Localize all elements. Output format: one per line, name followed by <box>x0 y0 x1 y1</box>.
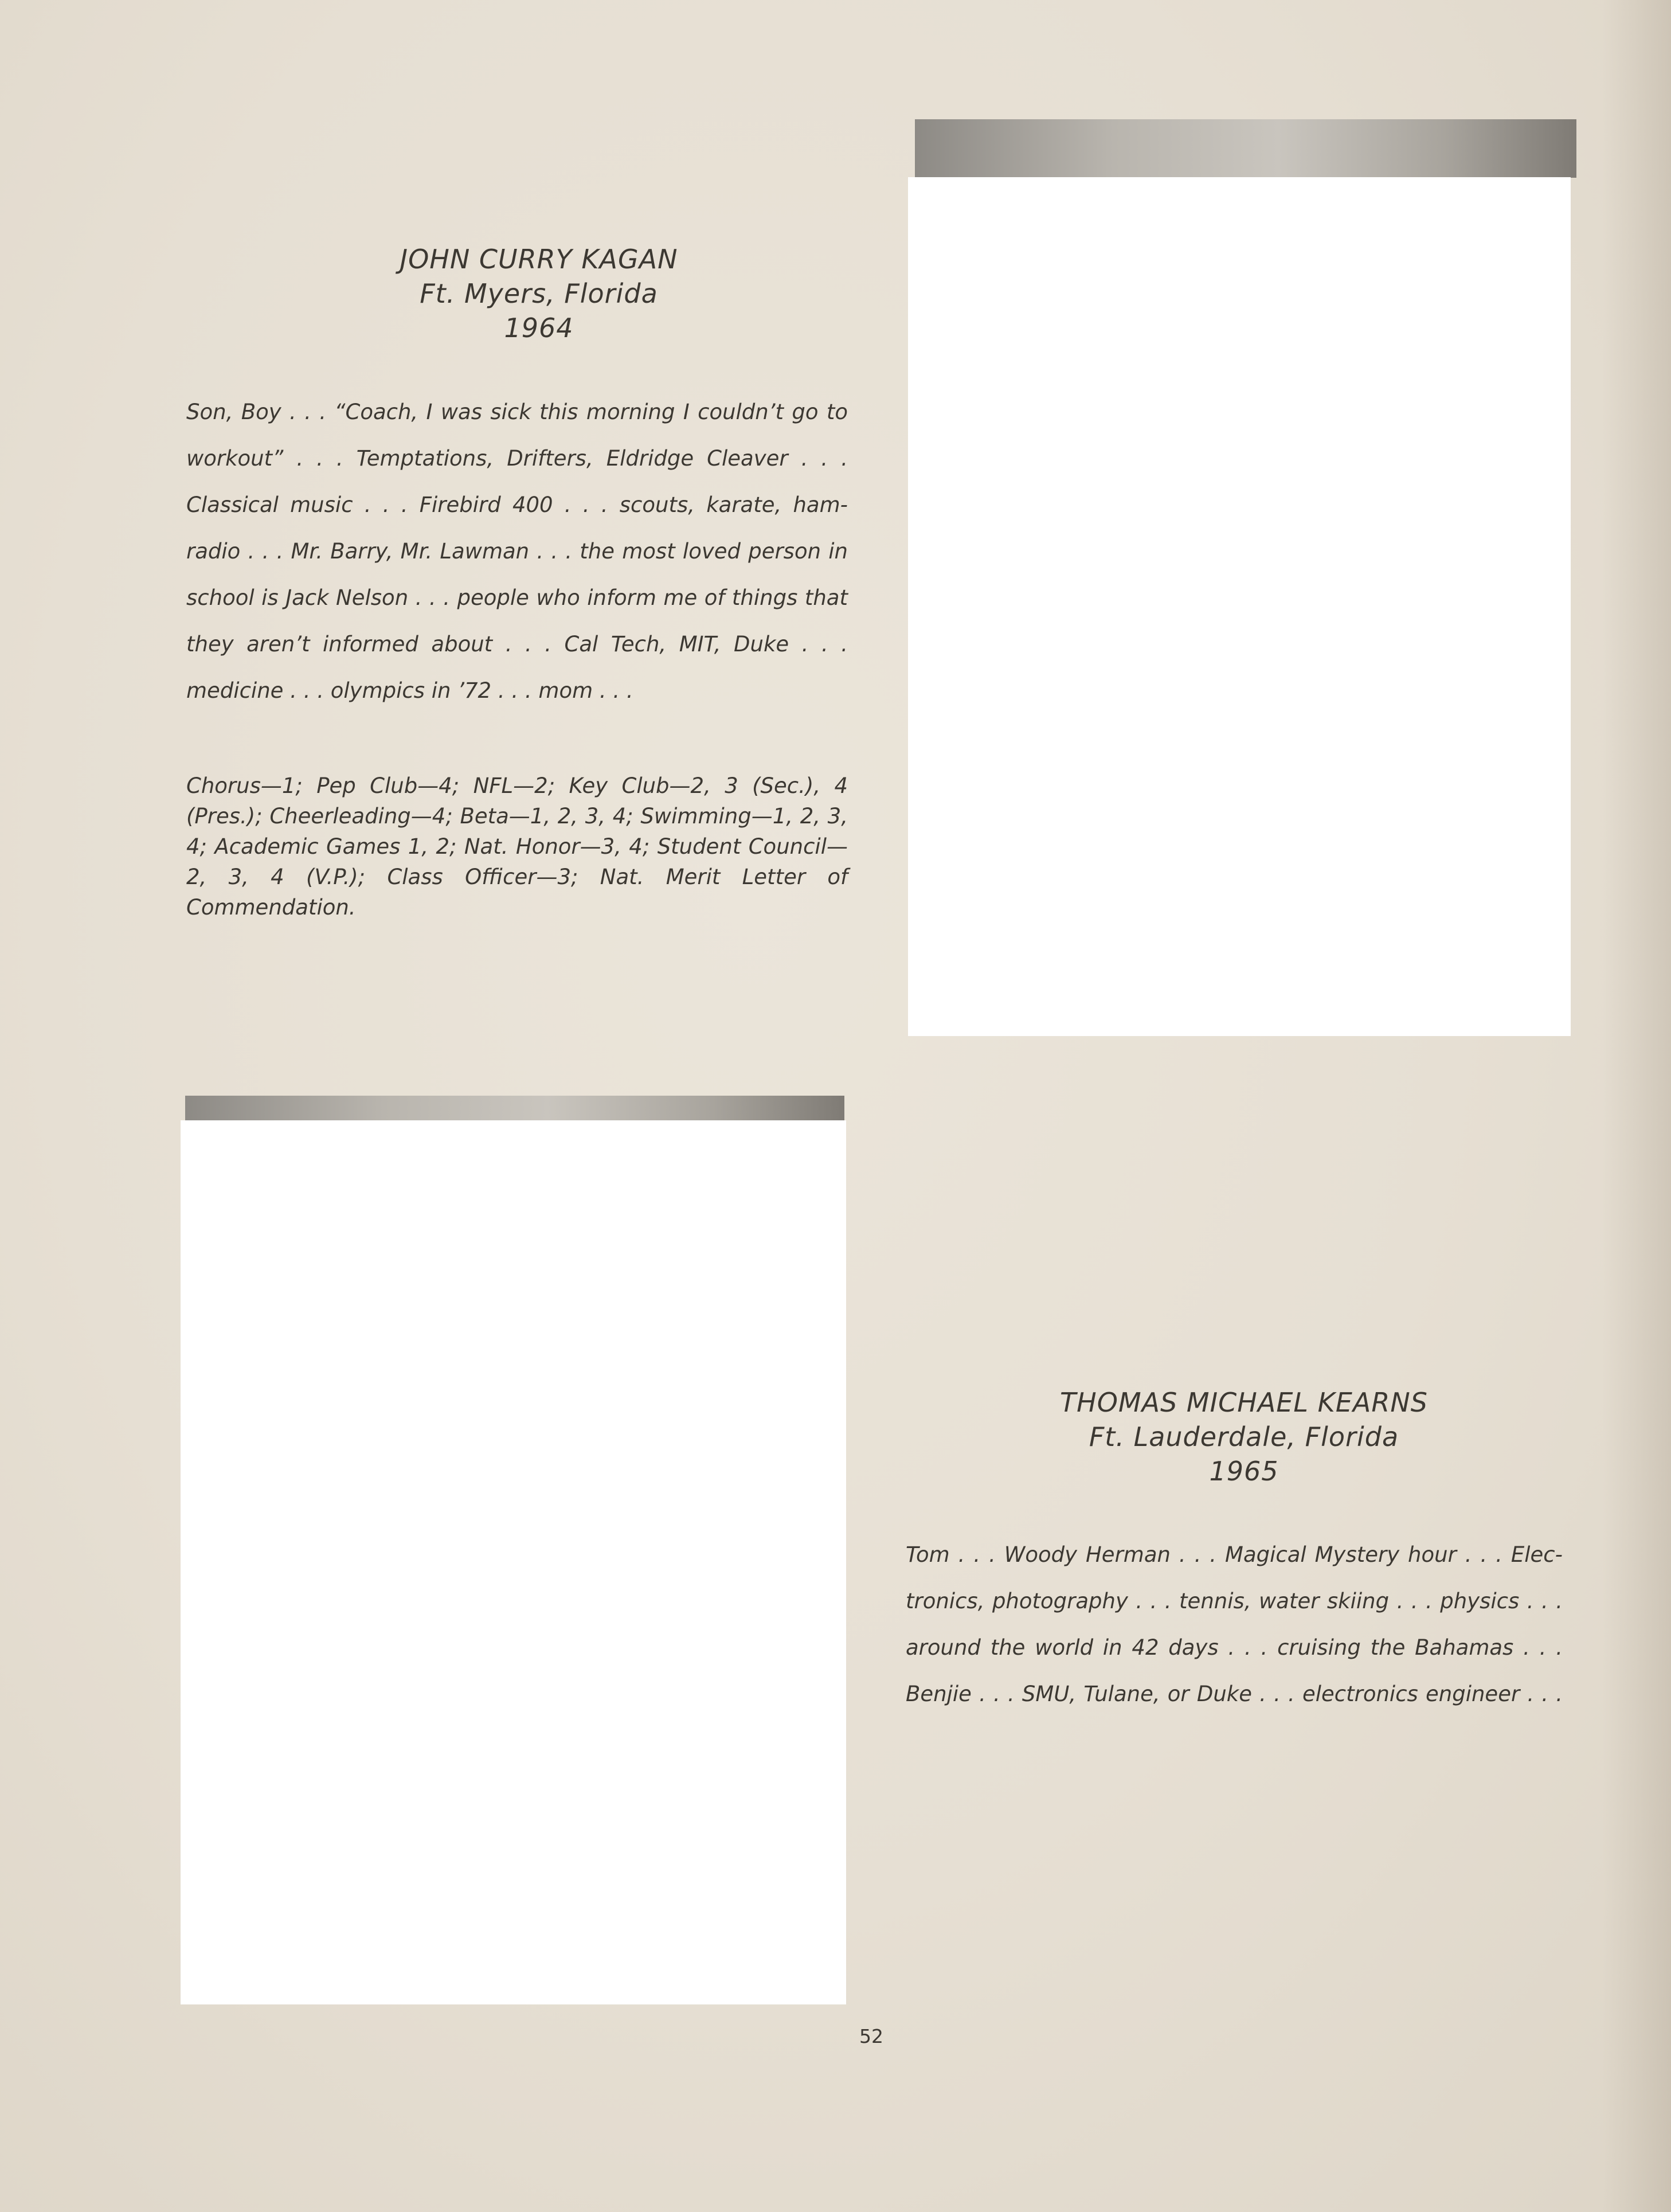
student-hometown: Ft. Myers, Florida <box>420 278 658 309</box>
bio-line: medicine . . . olympics in ’72 . . . mom . . . <box>186 678 633 703</box>
bio-line: tronics, photography . . . tennis, water skiing . . . physics . . . <box>906 1589 1563 1613</box>
bio-line: workout” . . . Temptations, Drifters, Eldridge Cleaver . . . <box>186 446 848 471</box>
student-heading-kearns <box>975 1385 1513 1488</box>
page-edge-shadow <box>1602 0 1671 2212</box>
bio-line: Classical music . . . Firebird 400 . . . scouts, karate, ham- <box>186 493 848 517</box>
student-activities-kagan: Chorus—1; Pep Club—4; NFL—2; Key Club—2, 3 (Sec.), 4 (Pres.); Cheerleading—4; Beta—1, 2, 3, 4; Swimming—1, 2, 3, 4; Academic Games 1, 2; Nat. Honor—3, 4; Student Council—2, 3, 4 (V.P.); Class Officer—3; Nat. Merit Letter of Commendation. <box>186 773 848 920</box>
bio-line: they aren’t informed about . . . Cal Tech, MIT, Duke . . . <box>186 632 848 656</box>
portrait-top-edge <box>185 1096 844 1121</box>
bio-line: Tom . . . Woody Herman . . . Magical Mystery hour . . . Elec- <box>906 1542 1563 1567</box>
student-bio-kearns <box>906 1531 1563 1717</box>
page-number: 52 <box>859 2025 883 2047</box>
bio-line: Son, Boy . . . “Coach, I was sick this morning I couldn’t go to <box>186 400 848 424</box>
student-year: 1965 <box>1209 1456 1279 1487</box>
bio-line: around the world in 42 days . . . cruising the Bahamas . . . <box>906 1635 1563 1660</box>
student-heading-kagan <box>287 242 791 345</box>
student-name: THOMAS MICHAEL KEARNS <box>1060 1387 1428 1418</box>
bio-line: radio . . . Mr. Barry, Mr. Lawman . . . the most loved person in <box>186 539 848 564</box>
student-year: 1964 <box>504 312 574 343</box>
student-name: JOHN CURRY KAGAN <box>400 244 678 275</box>
bio-line: school is Jack Nelson . . . people who inform me of things that <box>186 585 848 610</box>
portrait-photo-kearns <box>181 1120 846 2004</box>
bio-line: Benjie . . . SMU, Tulane, or Duke . . . electronics engineer . . . <box>906 1682 1563 1706</box>
student-hometown: Ft. Lauderdale, Florida <box>1089 1421 1399 1452</box>
portrait-top-edge <box>915 119 1576 178</box>
student-bio-kagan <box>186 389 848 714</box>
portrait-photo-kagan <box>908 177 1571 1036</box>
